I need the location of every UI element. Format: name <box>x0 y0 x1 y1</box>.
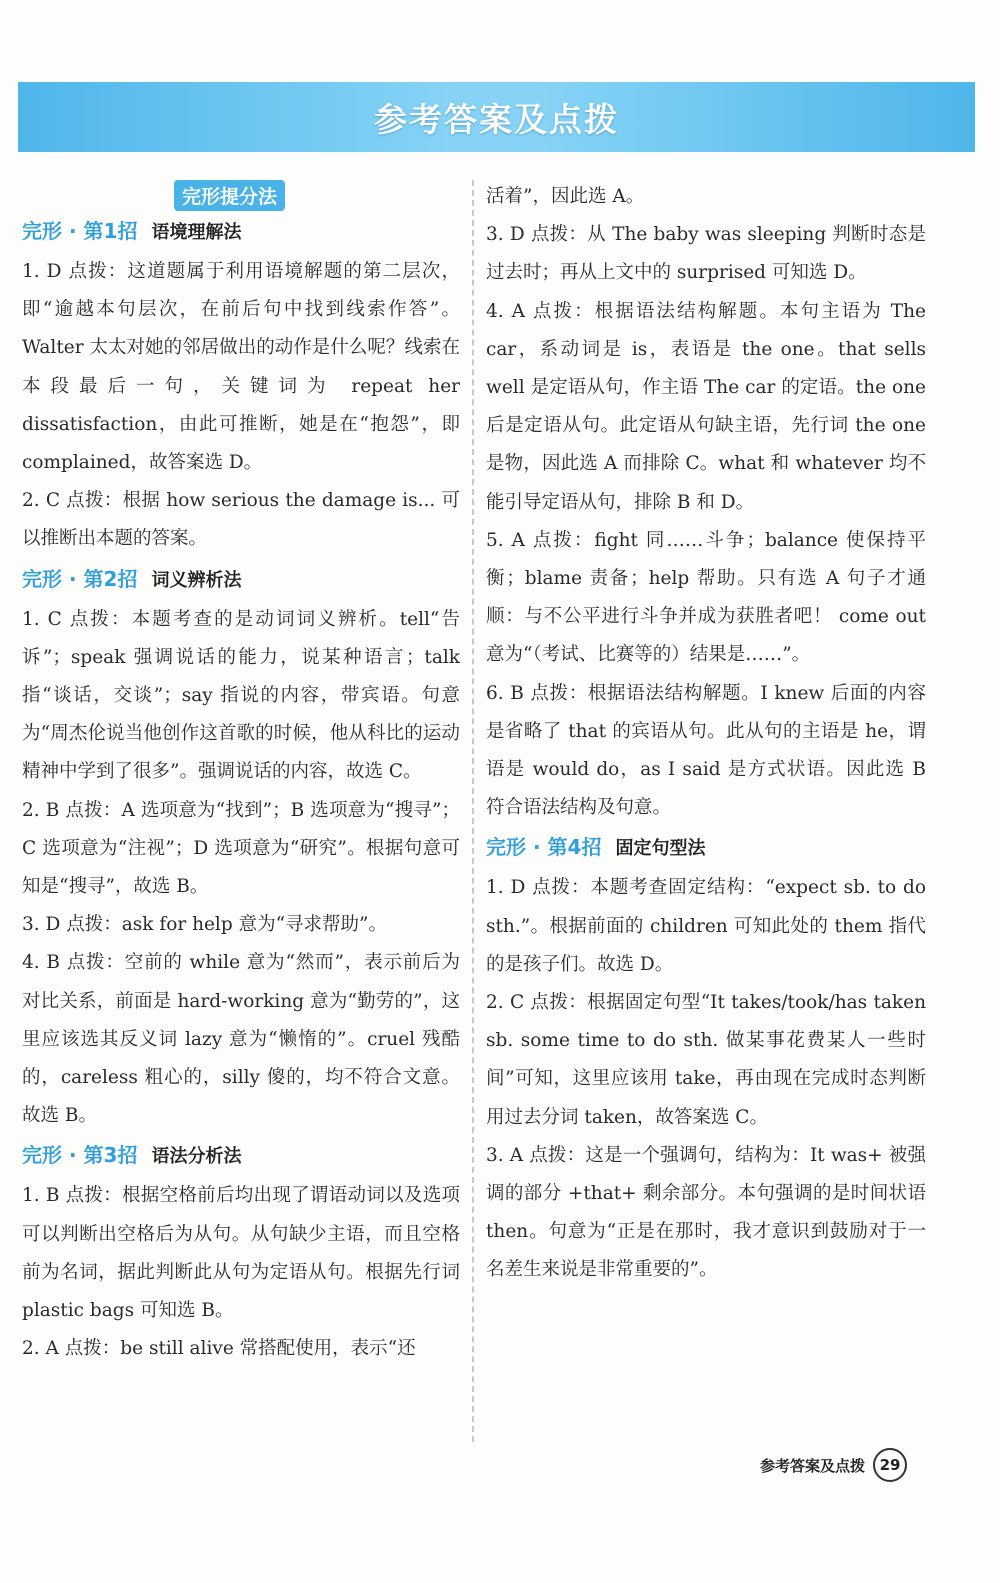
answer-paragraph: 活着”，因此选 A。 <box>486 186 645 207</box>
answer-paragraph: 4. A 点拨：根据语法结构解题。本句主语为 The car，系动词是 is，表语是 the one。that sells well 是定语从句，作主语 The car 的定语。the one 后是定语从句。此定语从句缺主语，先行词 the one 是物，因此选 A 而排除 C。what 和 whatever 均不能引导定语从句，排除 B 和 D。 <box>486 300 926 513</box>
header-banner <box>18 82 975 152</box>
section-name: 语境理解法 <box>151 222 242 243</box>
answer-paragraph: 1. D 点拨：这道题属于利用语境解题的第二层次，即“逾越本句层次，在前后句中找到线索作答”。Walter 太太对她的邻居做出的动作是什么呢？线索在本段最后一句，关键词为 repeat her dissatisfaction，由此可推断，她是在“抱怨”，即 complained，故答案选 D。 <box>22 261 460 474</box>
answer-paragraph: 2. B 点拨：A 选项意为“找到”；B 选项意为“搜寻”；C 选项意为“注视”；D 选项意为“研究”。根据句意可知是“搜寻”，故选 B。 <box>22 799 460 898</box>
section-number: 完形 · 第4招 <box>486 835 602 860</box>
answer-paragraph: 2. C 点拨：根据固定句型“It takes/took/has taken sb. some time to do sth. 做某事花费某人一些时间”可知，这里应该用 take，再由现在完成时态判断用过去分词 taken，故答案选 C。 <box>486 992 926 1128</box>
answer-paragraph: 3. D 点拨：ask for help 意为“寻求帮助”。 <box>22 914 387 936</box>
column-divider <box>472 180 474 1442</box>
section-name: 语法分析法 <box>151 1146 242 1168</box>
section-name: 固定句型法 <box>615 838 706 860</box>
page-title: 参考答案及点拨 <box>374 99 619 139</box>
section-number: 完形 · 第1招 <box>22 219 138 243</box>
answer-paragraph: 6. B 点拨：根据语法结构解题。I knew 后面的内容是省略了 that 的宾语从句。此从句的主语是 he，谓语是 would do，as I said 是方式状语。因此选 B 符合语法结构及句意。 <box>486 682 926 819</box>
answer-paragraph: 4. B 点拨：空前的 while 意为“然而”，表示前后为对比关系，前面是 hard-working 意为“勤劳的”，这里应该选其反义词 lazy 意为“懒惰的”。cruel 残酷的，careless 粗心的，silly 傻的，均不符合文意。故选 B。 <box>22 952 460 1127</box>
answer-paragraph: 3. D 点拨：从 The baby was sleeping 判断时态是过去时；再从上文中的 surprised 可知选 D。 <box>486 224 926 284</box>
section-heading-1 <box>22 215 460 253</box>
section-heading-3 <box>22 1139 460 1177</box>
answer-paragraph: 2. C 点拨：根据 how serious the damage is... 可以推断出本题的答案。 <box>22 490 460 550</box>
section-number: 完形 · 第3招 <box>22 1143 138 1168</box>
answer-paragraph: 1. B 点拨：根据空格前后均出现了谓语动词以及选项可以判断出空格后为从句。从句缺少主语，而且空格前为名词，据此判断此从句为定语从句。根据先行词 plastic bags 可知选 B。 <box>22 1185 460 1322</box>
right-column <box>486 178 926 1290</box>
section-heading-2 <box>22 563 460 601</box>
answer-paragraph: 2. A 点拨：be still alive 常搭配使用，表示“还 <box>22 1338 416 1360</box>
section-tag: 完形提分法 <box>174 180 285 211</box>
left-column <box>22 178 460 1368</box>
page-footer <box>760 1448 907 1482</box>
section-name: 词义辨析法 <box>151 569 242 591</box>
answer-paragraph: 3. A 点拨：这是一个强调句，结构为：It was+ 被强调的部分 +that+ 剩余部分。本句强调的是时间状语 then。句意为“正是在那时，我才意识到鼓励对于一名差生来说是非常重要的”。 <box>486 1144 926 1281</box>
section-heading-4 <box>486 831 926 869</box>
answer-paragraph: 1. D 点拨：本题考查固定结构：“expect sb. to do sth.”。根据前面的 children 可知此处的 them 指代的是孩子们。故选 D。 <box>486 877 926 975</box>
answer-paragraph: 5. A 点拨：fight 同……斗争；balance 使保持平衡；blame 责备；help 帮助。只有选 A 句子才通顺：与不公平进行斗争并成为获胜者吧！ come out 意为“（考试、比赛等的）结果是……”。 <box>486 529 926 666</box>
footer-label: 参考答案及点拨 <box>760 1456 866 1475</box>
section-number: 完形 · 第2招 <box>22 566 138 591</box>
page-number: 29 <box>873 1448 907 1482</box>
answer-paragraph: 1. C 点拨：本题考查的是动词词义辨析。tell“告诉”；speak 强调说话的能力，说某种语言；talk 指“谈话，交谈”；say 指说的内容，带宾语。句意为“周杰伦说当他创作这首歌的时候，他从科比的运动精神中学到了很多”。强调说话的内容，故选 C。 <box>22 608 460 783</box>
